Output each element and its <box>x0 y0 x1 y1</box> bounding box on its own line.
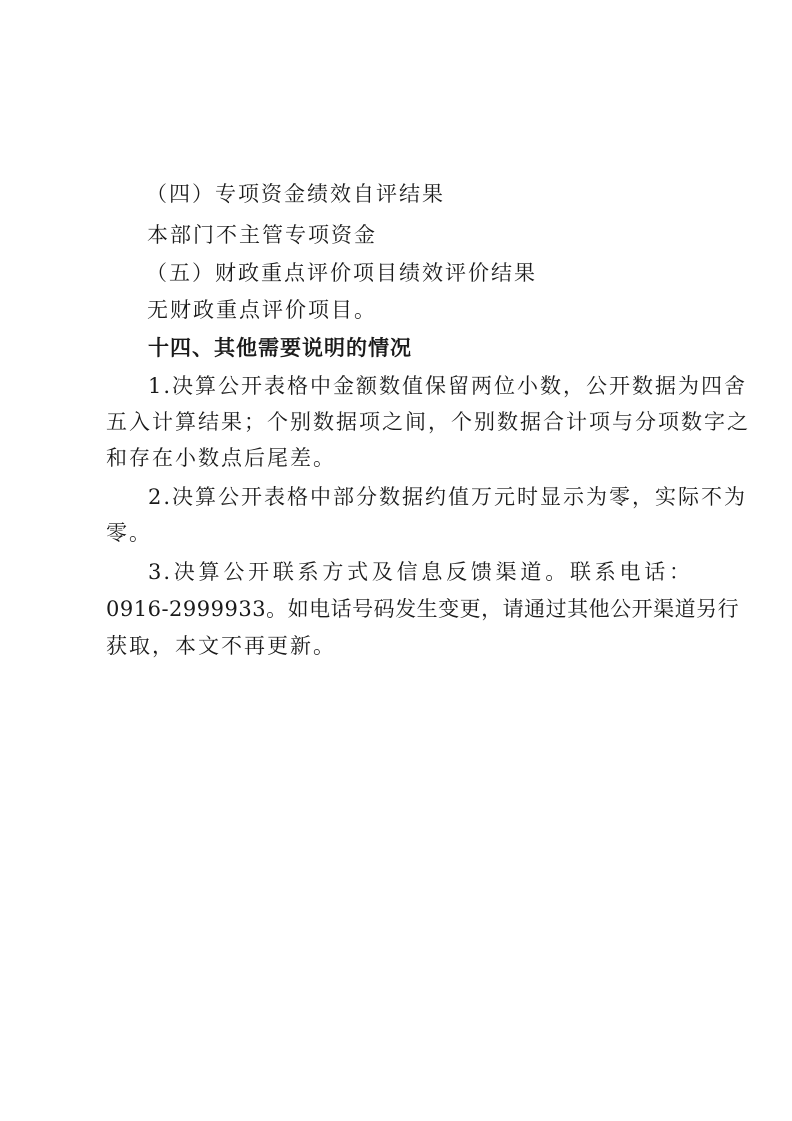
note-2-line-1: 2.决算公开表格中部分数据约值万元时显示为零，实际不为 <box>148 485 748 509</box>
note-1-line-3: 和存在小数点后尾差。 <box>106 446 336 470</box>
note-3-line-2: 0916-2999933。如电话号码发生变更，请通过其他公开渠道另行 <box>106 597 740 621</box>
section-4-body: 本部门不主管专项资金 <box>147 223 377 247</box>
note-3-line-1: 3.决算公开联系方式及信息反馈渠道。联系电话： <box>148 560 692 584</box>
note-2-line-2: 零。 <box>106 521 152 545</box>
section-5-title: （五）财政重点评价项目绩效评价结果 <box>146 261 537 285</box>
note-1-line-2: 五入计算结果；个别数据项之间，个别数据合计项与分项数字之 <box>106 410 750 434</box>
section-4-title: （四）专项资金绩效自评结果 <box>146 182 445 206</box>
section-14-title: 十四、其他需要说明的情况 <box>148 336 412 360</box>
note-3-line-3: 获取，本文不再更新。 <box>106 634 336 658</box>
note-1-line-1: 1.决算公开表格中金额数值保留两位小数，公开数据为四舍 <box>148 374 748 398</box>
section-5-body: 无财政重点评价项目。 <box>147 298 377 322</box>
